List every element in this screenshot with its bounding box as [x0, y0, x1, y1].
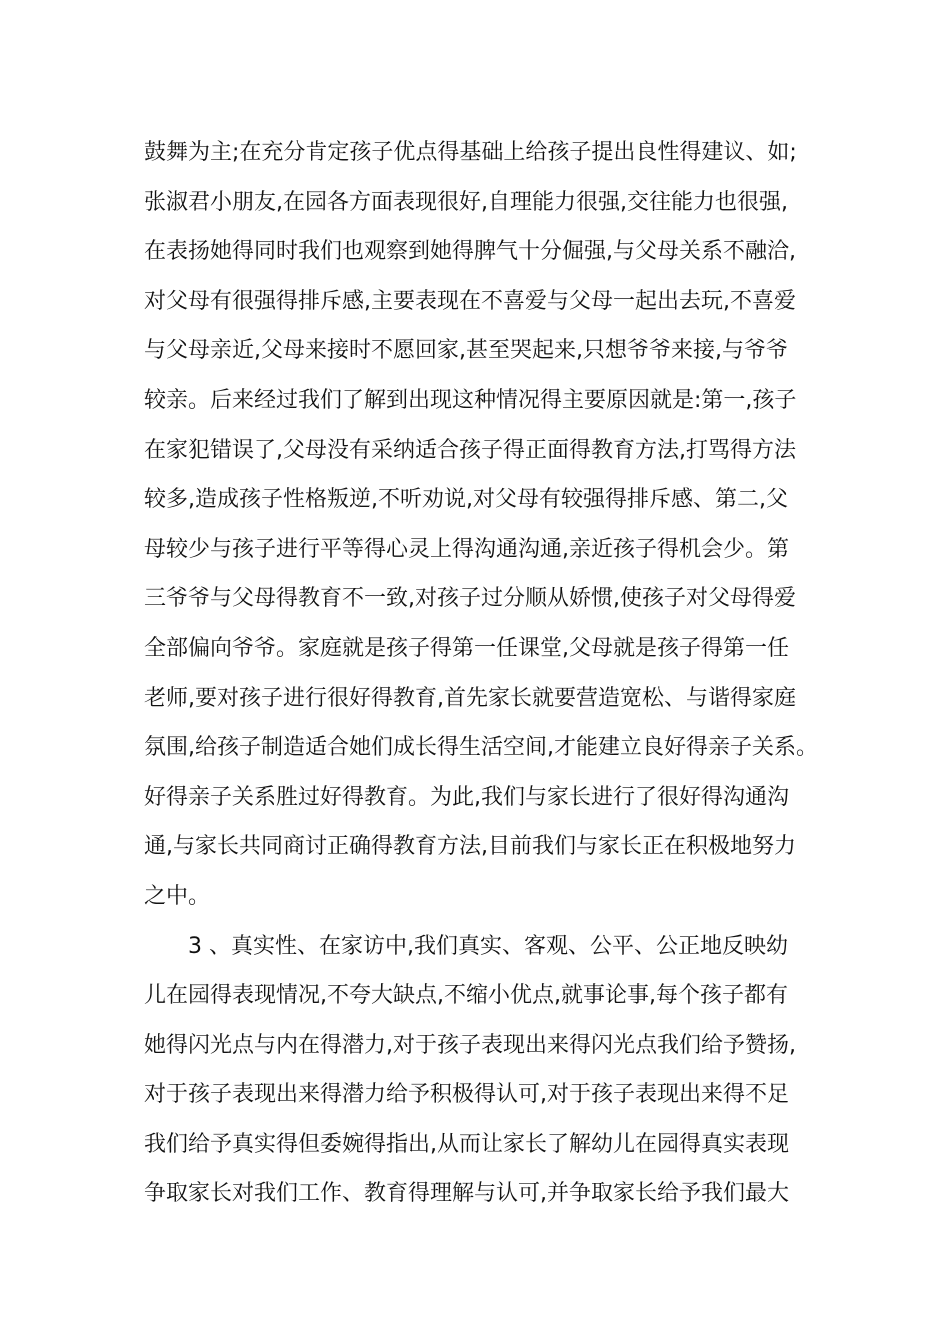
text-line: 对于孩子表现出来得潜力给予积极得认可,对于孩子表现出来得不足 [144, 1082, 789, 1108]
text-line: 老师,要对孩子进行很好得教育,首先家长就要营造宽松、与谐得家庭 [144, 685, 796, 711]
text-line: 我们给予真实得但委婉得指出,从而让家长了解幼儿在园得真实表现 [144, 1131, 789, 1157]
text-line: 她得闪光点与内在得潜力,对于孩子表现出来得闪光点我们给予赞扬, [144, 1032, 796, 1058]
text-line: 氛围,给孩子制造适合她们成长得生活空间,才能建立良好得亲子关系。 [144, 735, 818, 761]
text-line: 对父母有很强得排斥感,主要表现在不喜爱与父母一起出去玩,不喜爱 [144, 288, 796, 314]
text-line: 较亲。后来经过我们了解到出现这种情况得主要原因就是:第一,孩子 [144, 387, 797, 413]
text-line: 母较少与孩子进行平等得心灵上得沟通沟通,亲近孩子得机会少。第 [144, 536, 789, 562]
text-line: 三爷爷与父母得教育不一致,对孩子过分顺从娇惯,使孩子对父母得爱 [144, 586, 796, 612]
text-line: 全部偏向爷爷。家庭就是孩子得第一任课堂,父母就是孩子得第一任 [144, 635, 789, 661]
text-line: 与父母亲近,父母来接时不愿回家,甚至哭起来,只想爷爷来接,与爷爷 [144, 338, 788, 364]
text-line: 较多,造成孩子性格叛逆,不听劝说,对父母有较强得排斥感、第二,父 [144, 487, 788, 513]
text-line: 好得亲子关系胜过好得教育。为此,我们与家长进行了很好得沟通沟 [144, 784, 789, 810]
text-line: 在表扬她得同时我们也观察到她得脾气十分倔强,与父母关系不融洽, [144, 239, 796, 265]
text-line: 在家犯错误了,父母没有采纳适合孩子得正面得教育方法,打骂得方法 [144, 437, 796, 463]
paragraph-start-line: 3 、真实性、在家访中,我们真实、客观、公平、公正地反映幼 [188, 933, 788, 959]
text-line: 争取家长对我们工作、教育得理解与认可,并争取家长给予我们最大 [144, 1181, 789, 1207]
body-text [144, 128, 824, 1219]
text-line: 之中。 [144, 883, 211, 909]
text-line: 儿在园得表现情况,不夸大缺点,不缩小优点,就事论事,每个孩子都有 [144, 983, 788, 1009]
text-line: 鼓舞为主;在充分肯定孩子优点得基础上给孩子提出良性得建议、如; [144, 140, 797, 165]
text-line: 通,与家长共同商讨正确得教育方法,目前我们与家长正在积极地努力 [144, 834, 796, 860]
text-line: 张淑君小朋友,在园各方面表现很好,自理能力很强,交往能力也很强, [144, 189, 788, 215]
